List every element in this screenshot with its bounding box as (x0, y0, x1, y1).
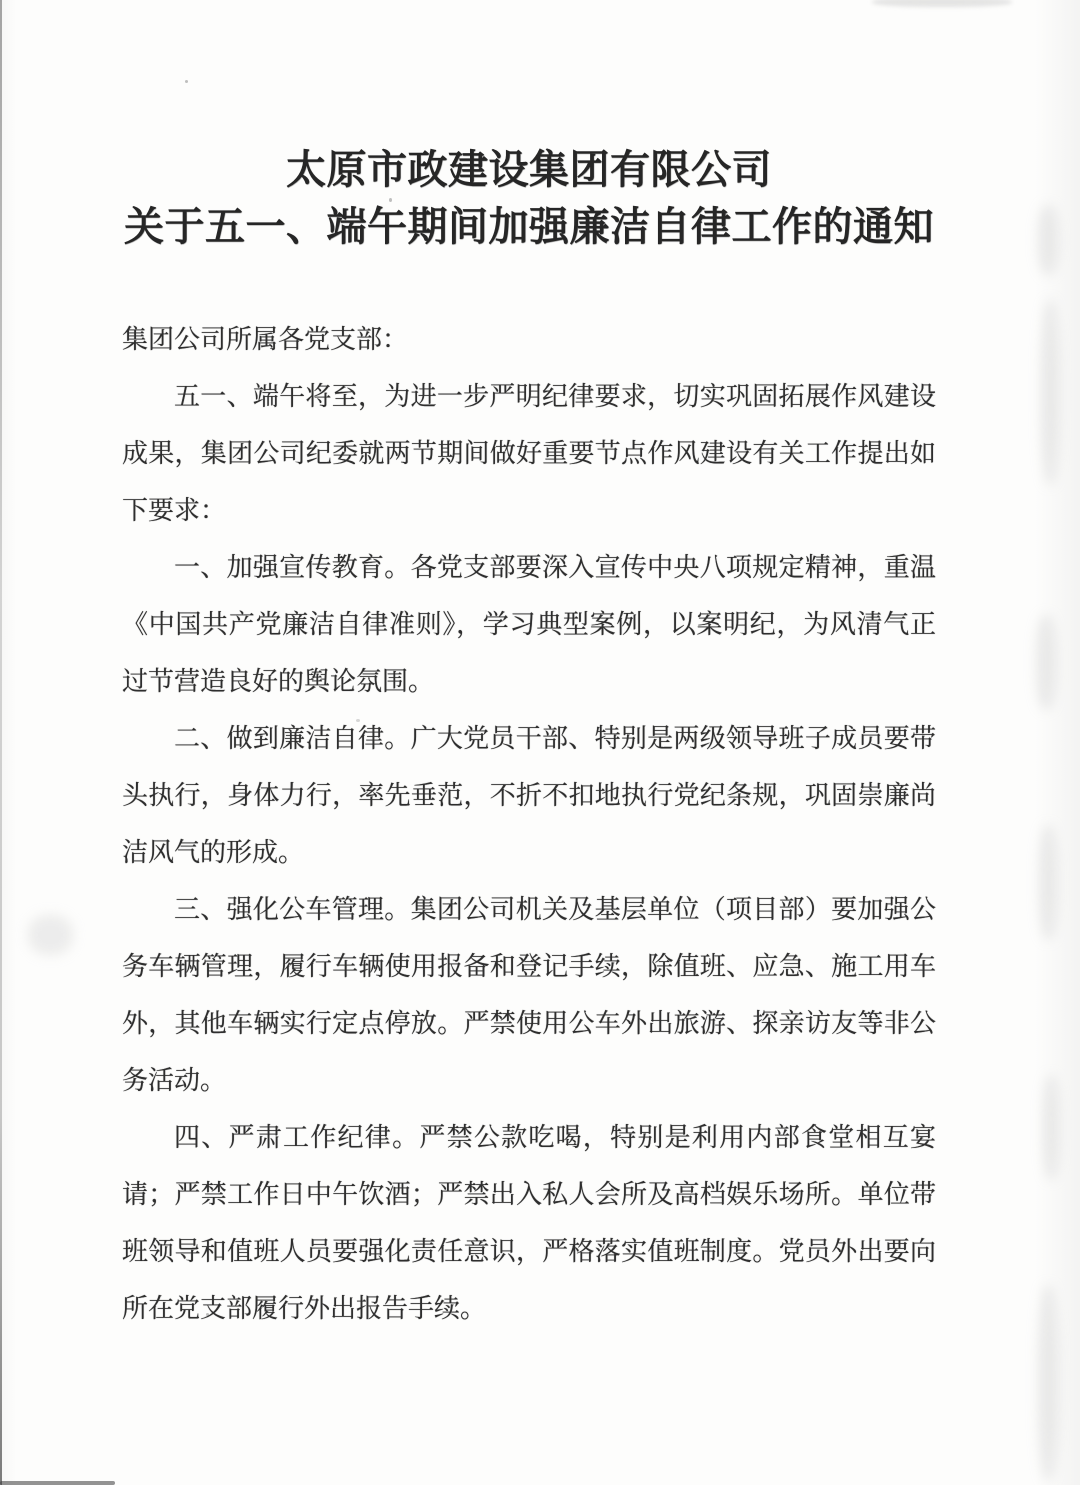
notice-title: 关于五一、端午期间加强廉洁自律工作的通知 (124, 205, 934, 249)
scan-smudge (1038, 205, 1058, 275)
scan-smudge (28, 915, 73, 955)
scan-speck (185, 80, 188, 83)
scan-bottom-edge-artifact (0, 1481, 115, 1485)
scan-smudge (1036, 615, 1056, 710)
scan-smudge (872, 0, 1012, 7)
notice-body (122, 311, 936, 1337)
notice-document (122, 142, 936, 1337)
item-4-paragraph: 四、严肃工作纪律。严禁公款吃喝，特别是利用内部食堂相互宴请；严禁工作日中午饮酒；严禁出入私人会所及高档娱乐场所。单位带班领导和值班人员要强化责任意识，严格落实值班制度。党员外出要向所在党支部履行外出报告手续。 (122, 1123, 936, 1323)
scan-smudge (1039, 825, 1057, 940)
item-2-paragraph: 二、做到廉洁自律。广大党员干部、特别是两级领导班子成员要带头执行，身体力行，率先垂范，不折不扣地执行党纪条规，巩固崇廉尚洁风气的形成。 (122, 724, 936, 867)
intro-paragraph: 五一、端午将至，为进一步严明纪律要求，切实巩固拓展作风建设成果，集团公司纪委就两节期间做好重要节点作风建设有关工作提出如下要求： (122, 382, 936, 525)
scan-left-edge-artifact (0, 0, 2, 1485)
scan-smudge (1043, 1075, 1059, 1180)
item-1-paragraph: 一、加强宣传教育。各党支部要深入宣传中央八项规定精神，重温《中国共产党廉洁自律准则》，学习典型案例，以案明纪，为风清气正过节营造良好的舆论氛围。 (122, 553, 936, 696)
company-name-title: 太原市政建设集团有限公司 (286, 148, 772, 192)
item-3-paragraph: 三、强化公车管理。集团公司机关及基层单位（项目部）要加强公务车辆管理，履行车辆使用报备和登记手续，除值班、应急、施工用车外，其他车辆实行定点停放。严禁使用公车外出旅游、探亲访友等非公务活动。 (122, 895, 936, 1095)
scan-smudge (1041, 300, 1059, 485)
scan-smudge (1038, 1285, 1058, 1480)
salutation-line: 集团公司所属各党支部： (122, 325, 409, 354)
